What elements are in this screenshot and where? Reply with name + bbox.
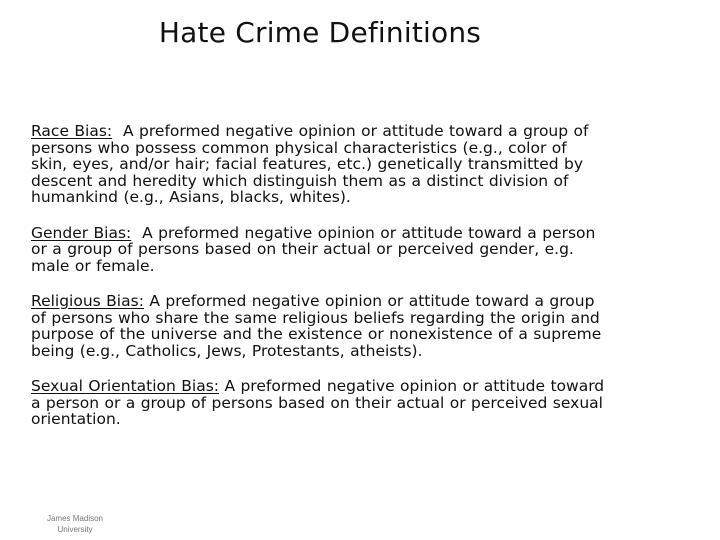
definitions-list bbox=[31, 123, 606, 442]
definition-gender-bias bbox=[31, 225, 606, 275]
definition-text: A preformed negative opinion or attitude toward a person or a group of persons based on their actual or perceived gender, e.g. male or female. bbox=[31, 223, 596, 275]
university-footer bbox=[40, 513, 110, 535]
definition-text: A preformed negative opinion or attitude toward a group of persons who share the same religious beliefs regarding the origin and purpose of the universe and the existence or nonexistence of a supreme being (e.g., Catholics, Jews, Protestants, atheists). bbox=[31, 292, 602, 360]
definition-text: A preformed negative opinion or attitude toward a group of persons who possess common physical characteristics (e.g., color of skin, eyes, and/or hair; facial features, etc.) genetically transmitted by descent and heredity which distinguish them as a distinct division of humankind (e.g., Asians, blacks, whites). bbox=[31, 122, 589, 206]
footer-line-1: James Madison bbox=[46, 514, 104, 523]
definition-text: A preformed negative opinion or attitude toward a person or a group of persons based on their actual or perceived sexual orientation. bbox=[31, 377, 605, 428]
definition-term: Race Bias: bbox=[31, 122, 113, 140]
definition-race-bias bbox=[31, 123, 606, 206]
definition-term: Gender Bias: bbox=[31, 223, 132, 242]
definition-religious-bias bbox=[31, 293, 606, 359]
definition-term: Sexual Orientation Bias: bbox=[31, 377, 219, 395]
definition-term: Religious Bias: bbox=[31, 292, 144, 310]
footer-line-2: University bbox=[57, 525, 93, 534]
definition-sexual-orientation-bias bbox=[31, 378, 606, 428]
slide-title: Hate Crime Definitions bbox=[158, 16, 482, 49]
